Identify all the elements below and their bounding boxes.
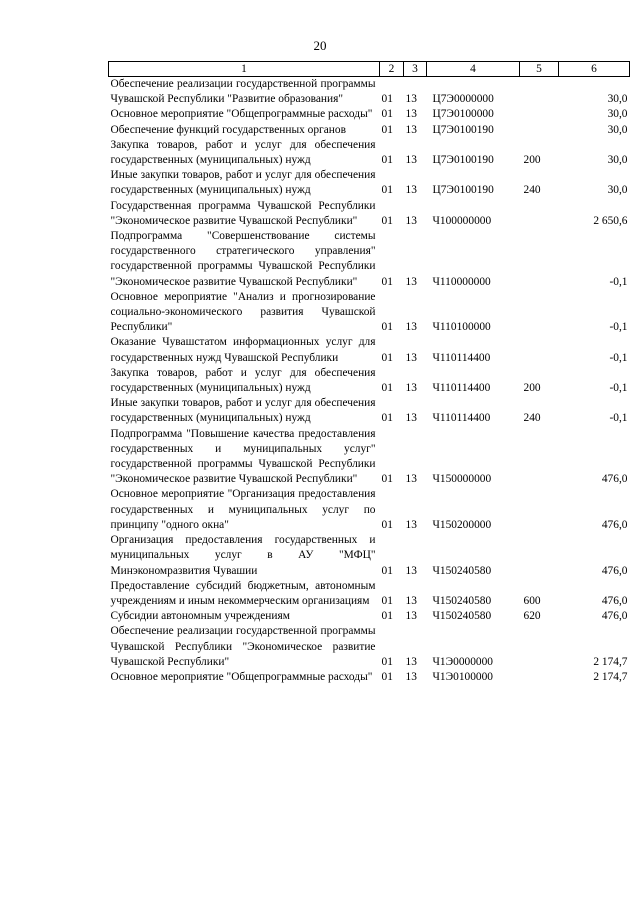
table-body <box>109 77 630 686</box>
row-section: 01 <box>381 564 393 577</box>
row-subsection: 13 <box>405 594 417 607</box>
row-name: Обеспечение реализации государственной программы Чувашской Республики "Развитие образования" <box>110 78 376 106</box>
row-expense-type: 620 <box>523 610 541 623</box>
row-section: 01 <box>381 655 393 668</box>
row-section: 01 <box>381 518 393 531</box>
row-subsection: 13 <box>405 275 417 288</box>
row-amount: 2 174,7 <box>593 655 628 668</box>
row-section: 01 <box>381 351 393 364</box>
row-subsection: 13 <box>405 154 417 167</box>
table-row <box>109 427 630 488</box>
row-expense-type <box>520 670 559 685</box>
row-expense-type: 200 <box>523 154 541 167</box>
row-name: Подпрограмма "Совершенствование системы государственного стратегического управления" государственной программы Чувашской Республики "Экономическое развитие Чувашской Республики" <box>110 230 376 288</box>
row-name: Обеспечение реализации государственной программы Чувашской Республики "Экономическое развитие Чувашской Республики" <box>110 625 376 668</box>
row-amount: -0,1 <box>609 412 628 425</box>
table-row <box>109 396 630 426</box>
row-name: Предоставление субсидий бюджетным, автономным учреждениям и иным некоммерческим организациям <box>110 579 376 607</box>
row-expense-type <box>520 533 559 579</box>
row-expense-type: 240 <box>523 184 541 197</box>
row-subsection: 13 <box>405 670 417 683</box>
row-name: Основное мероприятие "Анализ и прогнозирование социально-экономического развития Чувашской Республики" <box>110 290 376 334</box>
row-subsection: 13 <box>405 564 417 577</box>
row-expense-type: 600 <box>523 594 541 607</box>
header-col-3: 3 <box>404 62 427 77</box>
row-name: Государственная программа Чувашской Республики "Экономическое развитие Чувашской Республики" <box>110 199 376 227</box>
row-amount: -0,1 <box>609 382 628 395</box>
table-row <box>109 229 630 290</box>
row-amount: 30,0 <box>607 123 628 136</box>
row-expense-type <box>520 107 559 122</box>
table-row <box>109 123 630 138</box>
row-target-code: Ч150240580 <box>432 594 492 607</box>
row-amount: 476,0 <box>601 473 628 486</box>
row-section: 01 <box>381 412 393 425</box>
row-section: 01 <box>381 670 393 683</box>
row-amount: 476,0 <box>601 518 628 531</box>
row-name: Субсидии автономным учреждениям <box>110 610 290 623</box>
row-target-code: Ч110114400 <box>432 382 491 395</box>
row-amount: 30,0 <box>607 108 628 121</box>
header-col-2: 2 <box>380 62 404 77</box>
row-target-code: Ч150000000 <box>432 473 492 486</box>
table-row <box>109 107 630 122</box>
row-section: 01 <box>381 275 393 288</box>
row-target-code: Ц7Э0100000 <box>432 108 494 121</box>
row-section: 01 <box>381 93 393 106</box>
row-name: Иные закупки товаров, работ и услуг для обеспечения государственных (муниципальных) нужд <box>110 397 376 425</box>
row-target-code: Ч1Э0000000 <box>432 655 493 668</box>
table-row <box>109 670 630 685</box>
row-expense-type <box>520 123 559 138</box>
row-amount: -0,1 <box>609 321 628 334</box>
row-target-code: Ч110114400 <box>432 351 491 364</box>
page-number: 20 <box>313 38 327 53</box>
row-amount: 2 650,6 <box>593 214 628 227</box>
table-row <box>109 168 630 198</box>
row-expense-type <box>520 199 559 229</box>
row-target-code: Ч150200000 <box>432 518 492 531</box>
row-name: Подпрограмма "Повышение качества предоставления государственных и муниципальных услуг" государственной программы Чувашской Республики "Экономическое развитие Чувашской Республики" <box>110 427 376 486</box>
row-subsection: 13 <box>405 412 417 425</box>
row-amount: 30,0 <box>607 93 628 106</box>
row-name: Обеспечение функций государственных органов <box>110 123 346 136</box>
table-row <box>109 77 630 108</box>
header-row <box>109 62 630 77</box>
row-subsection: 13 <box>405 184 417 197</box>
row-expense-type <box>520 335 559 365</box>
row-section: 01 <box>381 321 393 334</box>
table-row <box>109 138 630 168</box>
row-target-code: Ч150240580 <box>432 564 492 577</box>
row-subsection: 13 <box>405 93 417 106</box>
row-expense-type <box>520 77 559 108</box>
row-amount: 476,0 <box>601 594 628 607</box>
row-name: Иные закупки товаров, работ и услуг для обеспечения государственных (муниципальных) нужд <box>110 169 376 197</box>
row-target-code: Ц7Э0100190 <box>432 123 494 136</box>
row-section: 01 <box>381 123 393 136</box>
row-name: Основное мероприятие "Организация предоставления государственных и муниципальных услуг по принципу "одного окна" <box>110 488 376 531</box>
row-name: Закупка товаров, работ и услуг для обеспечения государственных (муниципальных) нужд <box>110 138 376 167</box>
row-section: 01 <box>381 154 393 167</box>
row-subsection: 13 <box>405 518 417 531</box>
row-subsection: 13 <box>405 473 417 486</box>
row-expense-type: 200 <box>523 382 541 395</box>
header-col-6: 6 <box>559 62 630 77</box>
row-target-code: Ц7Э0000000 <box>432 93 494 106</box>
row-section: 01 <box>381 594 393 607</box>
table-row <box>109 624 630 670</box>
row-name: Закупка товаров, работ и услуг для обеспечения государственных (муниципальных) нужд <box>110 366 376 395</box>
row-target-code: Ч150240580 <box>432 610 492 623</box>
row-expense-type <box>520 487 559 533</box>
row-subsection: 13 <box>405 610 417 623</box>
row-target-code: Ч1Э0100000 <box>432 670 493 683</box>
row-expense-type <box>520 624 559 670</box>
row-section: 01 <box>381 184 393 197</box>
row-amount: 476,0 <box>601 610 628 623</box>
table-row <box>109 290 630 336</box>
row-section: 01 <box>381 214 393 227</box>
row-expense-type <box>520 229 559 290</box>
row-section: 01 <box>381 610 393 623</box>
row-amount: 30,0 <box>607 154 628 167</box>
row-amount: -0,1 <box>609 275 628 288</box>
row-target-code: Ч110100000 <box>432 321 491 334</box>
table-row <box>109 487 630 533</box>
row-amount: 2 174,7 <box>593 670 628 683</box>
row-amount: 30,0 <box>607 184 628 197</box>
row-target-code: Ч110000000 <box>432 275 491 288</box>
row-section: 01 <box>381 108 393 121</box>
row-name: Организация предоставления государственных и муниципальных услуг в АУ "МФЦ" Минэкономразвития Чувашии <box>110 534 376 577</box>
row-target-code: Ч100000000 <box>432 214 492 227</box>
table-row <box>109 609 630 624</box>
row-target-code: Ч110114400 <box>432 412 491 425</box>
row-target-code: Ц7Э0100190 <box>432 184 494 197</box>
header-col-4: 4 <box>427 62 520 77</box>
row-subsection: 13 <box>405 382 417 395</box>
table-row <box>109 199 630 229</box>
row-subsection: 13 <box>405 108 417 121</box>
budget-table <box>108 61 630 685</box>
table-row <box>109 366 630 396</box>
row-subsection: 13 <box>405 655 417 668</box>
row-expense-type <box>520 427 559 488</box>
row-expense-type: 240 <box>523 412 541 425</box>
row-amount: 476,0 <box>601 564 628 577</box>
row-expense-type <box>520 290 559 336</box>
row-target-code: Ц7Э0100190 <box>432 154 494 167</box>
row-amount: -0,1 <box>609 351 628 364</box>
row-subsection: 13 <box>405 123 417 136</box>
header-col-1: 1 <box>109 62 380 77</box>
table-row <box>109 579 630 609</box>
row-subsection: 13 <box>405 351 417 364</box>
row-name: Оказание Чувашстатом информационных услуг для государственных нужд Чувашской Республики <box>110 336 376 364</box>
row-section: 01 <box>381 382 393 395</box>
row-name: Основное мероприятие "Общепрограммные расходы" <box>110 670 373 683</box>
header-col-5: 5 <box>520 62 559 77</box>
row-section: 01 <box>381 473 393 486</box>
row-subsection: 13 <box>405 214 417 227</box>
table-row <box>109 533 630 579</box>
table-row <box>109 335 630 365</box>
row-name: Основное мероприятие "Общепрограммные расходы" <box>110 108 373 121</box>
table-header <box>109 62 630 77</box>
row-subsection: 13 <box>405 321 417 334</box>
